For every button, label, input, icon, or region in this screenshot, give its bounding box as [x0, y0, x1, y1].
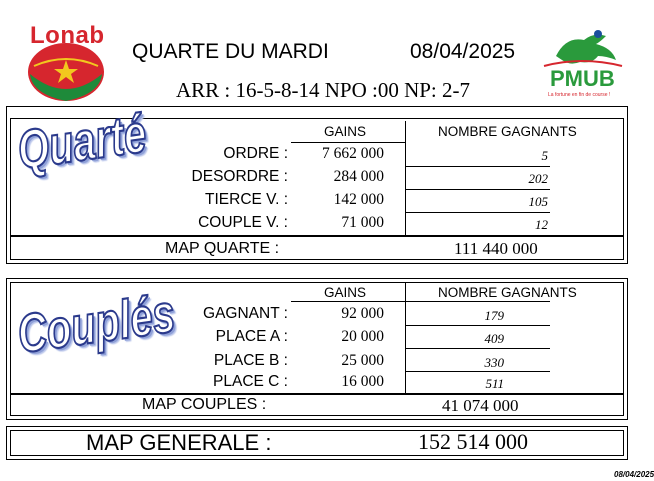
quarte-row-winners: 5	[541, 148, 548, 163]
quarte-row-gain: 7 662 000	[322, 145, 384, 162]
couples-row-gain: 92 000	[341, 305, 384, 322]
quarte-section-title: Quarté	[14, 104, 150, 181]
page-title: QUARTE DU MARDI	[132, 40, 329, 63]
couples-row-winners: 409	[484, 331, 504, 346]
quarte-row-gain: 71 000	[341, 214, 384, 231]
couples-rule-3	[405, 371, 550, 372]
quarte-row-winners: 12	[535, 217, 548, 232]
couples-section-title: Couplés	[14, 284, 179, 365]
couples-map-value: 41 074 000	[442, 396, 519, 415]
couples-column-divider	[405, 282, 406, 394]
corner-date-stamp: 08/04/2025	[614, 470, 654, 479]
quarte-col-winners: NOMBRE GAGNANTS	[438, 124, 577, 139]
couples-rule-2	[405, 348, 550, 349]
arrival-line: ARR : 16-5-8-14 NPO :00 NP: 2-7	[176, 78, 471, 102]
draw-date: 08/04/2025	[410, 40, 516, 63]
general-map-value: 152 514 000	[418, 429, 528, 454]
quarte-rule-3	[405, 212, 550, 213]
quarte-rule-2	[405, 189, 550, 190]
couples-col-gains: GAINS	[324, 285, 367, 300]
quarte-map-label: MAP QUARTE :	[165, 240, 280, 257]
couples-row-label: GAGNANT :	[203, 305, 288, 322]
quarte-rule-1	[405, 166, 550, 167]
couples-rule-1	[405, 325, 550, 326]
couples-row-label: PLACE A :	[215, 328, 288, 345]
couples-col-winners: NOMBRE GAGNANTS	[438, 285, 577, 300]
lonab-brand-text: Lonab	[30, 22, 105, 49]
quarte-column-divider	[405, 121, 406, 236]
general-map-label: MAP GENERALE :	[86, 430, 272, 455]
quarte-row-winners: 202	[528, 171, 548, 186]
couples-row-gain: 16 000	[341, 373, 384, 390]
couples-winners-underline	[405, 301, 550, 302]
horse-jockey-icon	[556, 35, 616, 64]
couples-row-gain: 20 000	[341, 328, 384, 345]
couples-row-label: PLACE C :	[213, 373, 288, 390]
pmub-logo	[536, 26, 628, 98]
quarte-gains-underline	[291, 142, 405, 143]
pmub-tagline: La fortune en fin de course !	[548, 92, 611, 98]
couples-map-label: MAP COUPLES :	[142, 396, 267, 413]
couples-row-winners: 511	[485, 376, 504, 391]
quarte-col-gains: GAINS	[324, 124, 367, 139]
couples-row-gain: 25 000	[341, 352, 384, 369]
couples-map-row	[10, 394, 624, 416]
quarte-row-label: DESORDRE :	[191, 168, 288, 185]
quarte-row-winners: 105	[528, 194, 548, 209]
couples-gains-underline	[291, 301, 405, 302]
quarte-row-gain: 284 000	[333, 168, 384, 185]
couples-row-winners: 179	[484, 308, 504, 323]
quarte-row-gain: 142 000	[333, 191, 384, 208]
quarte-row-label: TIERCE V. :	[205, 191, 288, 208]
quarte-row-label: COUPLE V. :	[198, 214, 288, 231]
quarte-map-value: 111 440 000	[454, 239, 538, 258]
quarte-row-label: ORDRE :	[223, 145, 288, 162]
couples-row-winners: 330	[484, 355, 504, 370]
pmub-brand-text: PMUB	[550, 66, 615, 91]
couples-row-label: PLACE B :	[213, 352, 288, 369]
